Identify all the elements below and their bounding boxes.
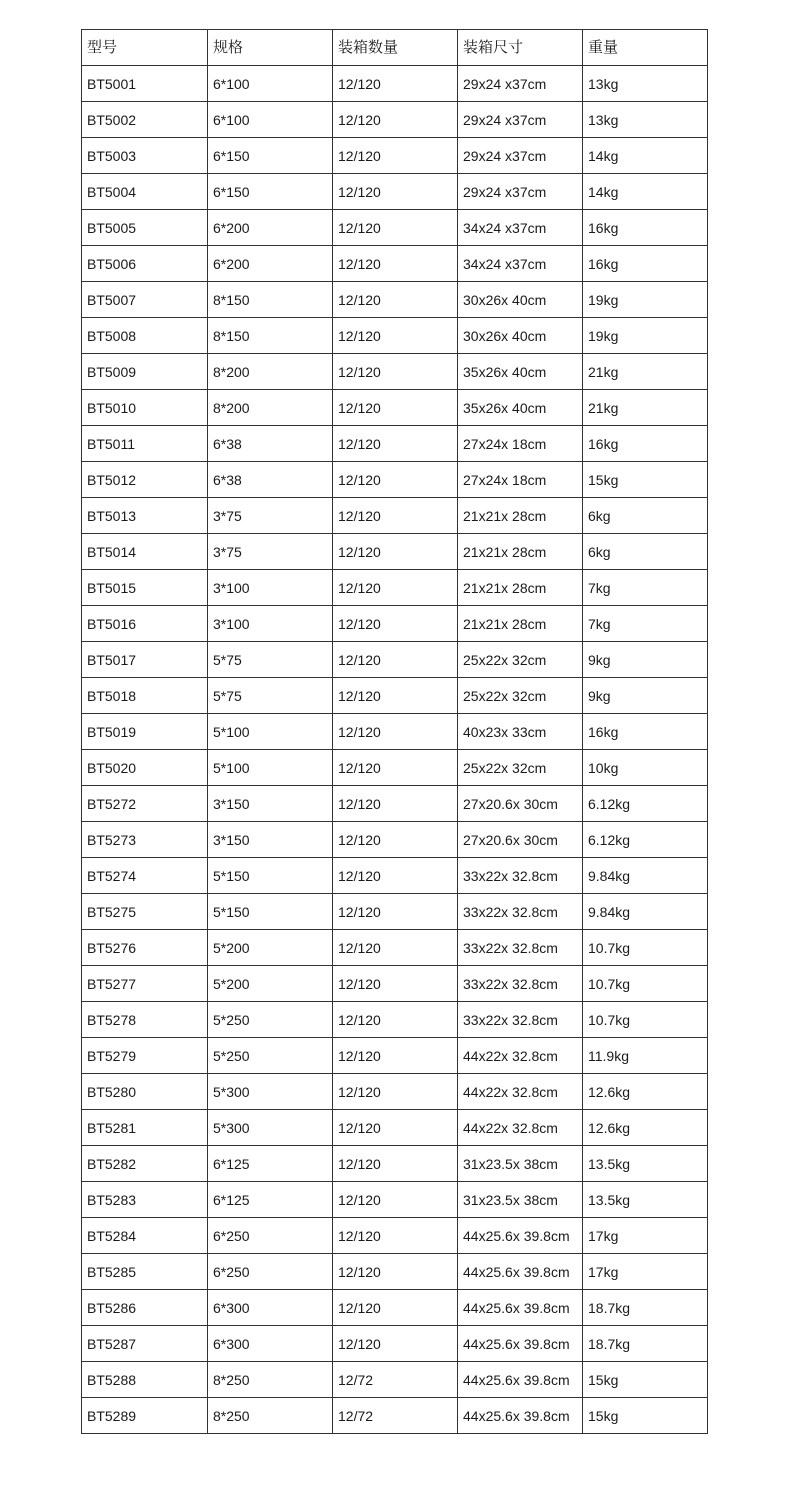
table-row <box>82 246 708 282</box>
model-cell: BT5001 <box>82 66 208 102</box>
spec-cell: 3*75 <box>208 498 333 534</box>
carton-size-cell: 27x20.6x 30cm <box>458 822 583 858</box>
table-row <box>82 1326 708 1362</box>
packing-quantity-cell: 12/120 <box>333 786 458 822</box>
table-row <box>82 1002 708 1038</box>
spec-cell: 6*250 <box>208 1254 333 1290</box>
weight-cell: 11.9kg <box>583 1038 708 1074</box>
packing-quantity-cell: 12/120 <box>333 318 458 354</box>
model-cell: BT5020 <box>82 750 208 786</box>
packing-quantity-cell: 12/120 <box>333 426 458 462</box>
spec-cell: 5*300 <box>208 1110 333 1146</box>
weight-cell: 6kg <box>583 534 708 570</box>
packing-quantity-cell: 12/120 <box>333 1326 458 1362</box>
carton-size-cell: 44x25.6x 39.8cm <box>458 1362 583 1398</box>
packing-quantity-cell: 12/120 <box>333 1182 458 1218</box>
carton-size-cell: 21x21x 28cm <box>458 498 583 534</box>
carton-size-cell: 21x21x 28cm <box>458 570 583 606</box>
carton-size-cell: 29x24 x37cm <box>458 102 583 138</box>
weight-cell: 12.6kg <box>583 1074 708 1110</box>
table-row <box>82 642 708 678</box>
table-row <box>82 786 708 822</box>
model-cell: BT5286 <box>82 1290 208 1326</box>
spec-cell: 6*38 <box>208 426 333 462</box>
table-row <box>82 318 708 354</box>
table-row <box>82 174 708 210</box>
table-row <box>82 66 708 102</box>
model-cell: BT5011 <box>82 426 208 462</box>
spec-cell: 5*250 <box>208 1002 333 1038</box>
carton-size-cell: 25x22x 32cm <box>458 750 583 786</box>
model-cell: BT5014 <box>82 534 208 570</box>
packing-quantity-cell: 12/120 <box>333 1254 458 1290</box>
carton-size-cell: 30x26x 40cm <box>458 282 583 318</box>
header-cell-weight: 重量 <box>583 30 708 66</box>
spec-cell: 5*75 <box>208 642 333 678</box>
table-row <box>82 210 708 246</box>
model-cell: BT5274 <box>82 858 208 894</box>
packing-quantity-cell: 12/120 <box>333 1110 458 1146</box>
table-row <box>82 930 708 966</box>
spec-cell: 6*150 <box>208 174 333 210</box>
model-cell: BT5279 <box>82 1038 208 1074</box>
weight-cell: 9kg <box>583 678 708 714</box>
spec-cell: 3*100 <box>208 606 333 642</box>
packing-quantity-cell: 12/120 <box>333 678 458 714</box>
weight-cell: 15kg <box>583 462 708 498</box>
model-cell: BT5278 <box>82 1002 208 1038</box>
weight-cell: 12.6kg <box>583 1110 708 1146</box>
packing-quantity-cell: 12/120 <box>333 894 458 930</box>
weight-cell: 9kg <box>583 642 708 678</box>
spec-cell: 6*250 <box>208 1218 333 1254</box>
model-cell: BT5007 <box>82 282 208 318</box>
packing-quantity-cell: 12/120 <box>333 354 458 390</box>
weight-cell: 16kg <box>583 426 708 462</box>
spec-cell: 6*125 <box>208 1146 333 1182</box>
weight-cell: 17kg <box>583 1254 708 1290</box>
model-cell: BT5004 <box>82 174 208 210</box>
table-row <box>82 1074 708 1110</box>
table-row <box>82 1290 708 1326</box>
header-row <box>82 30 708 66</box>
table-row <box>82 714 708 750</box>
carton-size-cell: 44x22x 32.8cm <box>458 1074 583 1110</box>
carton-size-cell: 40x23x 33cm <box>458 714 583 750</box>
header-cell-spec: 规格 <box>208 30 333 66</box>
carton-size-cell: 25x22x 32cm <box>458 642 583 678</box>
table-row <box>82 894 708 930</box>
spec-cell: 8*250 <box>208 1362 333 1398</box>
spec-cell: 5*100 <box>208 750 333 786</box>
spec-cell: 5*200 <box>208 930 333 966</box>
table-row <box>82 1254 708 1290</box>
carton-size-cell: 44x25.6x 39.8cm <box>458 1254 583 1290</box>
packing-quantity-cell: 12/120 <box>333 534 458 570</box>
spec-cell: 5*150 <box>208 894 333 930</box>
table-row <box>82 678 708 714</box>
carton-size-cell: 21x21x 28cm <box>458 534 583 570</box>
carton-size-cell: 33x22x 32.8cm <box>458 1002 583 1038</box>
product-spec-table <box>81 29 708 1434</box>
table-row <box>82 822 708 858</box>
spec-cell: 5*150 <box>208 858 333 894</box>
carton-size-cell: 44x22x 32.8cm <box>458 1038 583 1074</box>
packing-quantity-cell: 12/120 <box>333 390 458 426</box>
weight-cell: 21kg <box>583 390 708 426</box>
model-cell: BT5275 <box>82 894 208 930</box>
table-row <box>82 1218 708 1254</box>
carton-size-cell: 35x26x 40cm <box>458 354 583 390</box>
model-cell: BT5277 <box>82 966 208 1002</box>
model-cell: BT5019 <box>82 714 208 750</box>
carton-size-cell: 35x26x 40cm <box>458 390 583 426</box>
spec-cell: 3*100 <box>208 570 333 606</box>
table-row <box>82 1182 708 1218</box>
packing-quantity-cell: 12/120 <box>333 1038 458 1074</box>
weight-cell: 16kg <box>583 210 708 246</box>
carton-size-cell: 33x22x 32.8cm <box>458 894 583 930</box>
packing-quantity-cell: 12/120 <box>333 1290 458 1326</box>
spec-cell: 5*250 <box>208 1038 333 1074</box>
table-row <box>82 390 708 426</box>
model-cell: BT5006 <box>82 246 208 282</box>
table-row <box>82 282 708 318</box>
weight-cell: 7kg <box>583 606 708 642</box>
table-row <box>82 1038 708 1074</box>
model-cell: BT5003 <box>82 138 208 174</box>
header-cell-model: 型号 <box>82 30 208 66</box>
packing-quantity-cell: 12/120 <box>333 66 458 102</box>
packing-quantity-cell: 12/120 <box>333 138 458 174</box>
spec-cell: 6*38 <box>208 462 333 498</box>
table-row <box>82 498 708 534</box>
table-row <box>82 426 708 462</box>
weight-cell: 6.12kg <box>583 822 708 858</box>
table-body <box>82 30 708 1434</box>
weight-cell: 17kg <box>583 1218 708 1254</box>
carton-size-cell: 29x24 x37cm <box>458 66 583 102</box>
table-row <box>82 138 708 174</box>
packing-quantity-cell: 12/72 <box>333 1362 458 1398</box>
table-row <box>82 858 708 894</box>
spec-cell: 8*200 <box>208 390 333 426</box>
model-cell: BT5285 <box>82 1254 208 1290</box>
carton-size-cell: 21x21x 28cm <box>458 606 583 642</box>
carton-size-cell: 44x25.6x 39.8cm <box>458 1290 583 1326</box>
spec-cell: 6*200 <box>208 210 333 246</box>
weight-cell: 13kg <box>583 66 708 102</box>
model-cell: BT5018 <box>82 678 208 714</box>
table-row <box>82 354 708 390</box>
model-cell: BT5010 <box>82 390 208 426</box>
packing-quantity-cell: 12/120 <box>333 750 458 786</box>
packing-quantity-cell: 12/120 <box>333 1218 458 1254</box>
weight-cell: 13.5kg <box>583 1182 708 1218</box>
table-row <box>82 1110 708 1146</box>
table-row <box>82 1146 708 1182</box>
carton-size-cell: 34x24 x37cm <box>458 210 583 246</box>
weight-cell: 18.7kg <box>583 1326 708 1362</box>
packing-quantity-cell: 12/120 <box>333 174 458 210</box>
model-cell: BT5013 <box>82 498 208 534</box>
table-row <box>82 570 708 606</box>
table-row <box>82 1398 708 1434</box>
weight-cell: 15kg <box>583 1362 708 1398</box>
packing-quantity-cell: 12/120 <box>333 210 458 246</box>
packing-quantity-cell: 12/120 <box>333 102 458 138</box>
header-cell-packing-quantity: 装箱数量 <box>333 30 458 66</box>
weight-cell: 7kg <box>583 570 708 606</box>
model-cell: BT5016 <box>82 606 208 642</box>
weight-cell: 13.5kg <box>583 1146 708 1182</box>
model-cell: BT5283 <box>82 1182 208 1218</box>
table-row <box>82 462 708 498</box>
weight-cell: 16kg <box>583 714 708 750</box>
carton-size-cell: 33x22x 32.8cm <box>458 930 583 966</box>
model-cell: BT5273 <box>82 822 208 858</box>
packing-quantity-cell: 12/120 <box>333 462 458 498</box>
weight-cell: 10.7kg <box>583 1002 708 1038</box>
carton-size-cell: 31x23.5x 38cm <box>458 1146 583 1182</box>
carton-size-cell: 44x25.6x 39.8cm <box>458 1218 583 1254</box>
spec-cell: 3*75 <box>208 534 333 570</box>
model-cell: BT5009 <box>82 354 208 390</box>
model-cell: BT5281 <box>82 1110 208 1146</box>
carton-size-cell: 34x24 x37cm <box>458 246 583 282</box>
weight-cell: 10.7kg <box>583 930 708 966</box>
model-cell: BT5282 <box>82 1146 208 1182</box>
table-row <box>82 1362 708 1398</box>
spec-cell: 8*150 <box>208 318 333 354</box>
model-cell: BT5272 <box>82 786 208 822</box>
weight-cell: 14kg <box>583 138 708 174</box>
carton-size-cell: 29x24 x37cm <box>458 174 583 210</box>
packing-quantity-cell: 12/72 <box>333 1398 458 1434</box>
packing-quantity-cell: 12/120 <box>333 570 458 606</box>
weight-cell: 10kg <box>583 750 708 786</box>
table-row <box>82 102 708 138</box>
spec-cell: 5*75 <box>208 678 333 714</box>
weight-cell: 9.84kg <box>583 858 708 894</box>
weight-cell: 10.7kg <box>583 966 708 1002</box>
packing-quantity-cell: 12/120 <box>333 642 458 678</box>
weight-cell: 13kg <box>583 102 708 138</box>
packing-quantity-cell: 12/120 <box>333 930 458 966</box>
spec-cell: 6*150 <box>208 138 333 174</box>
weight-cell: 9.84kg <box>583 894 708 930</box>
packing-quantity-cell: 12/120 <box>333 714 458 750</box>
model-cell: BT5012 <box>82 462 208 498</box>
spec-cell: 3*150 <box>208 822 333 858</box>
packing-quantity-cell: 12/120 <box>333 246 458 282</box>
spec-cell: 5*200 <box>208 966 333 1002</box>
spec-cell: 3*150 <box>208 786 333 822</box>
spec-cell: 8*150 <box>208 282 333 318</box>
carton-size-cell: 44x25.6x 39.8cm <box>458 1326 583 1362</box>
weight-cell: 15kg <box>583 1398 708 1434</box>
spec-cell: 5*300 <box>208 1074 333 1110</box>
model-cell: BT5284 <box>82 1218 208 1254</box>
carton-size-cell: 44x22x 32.8cm <box>458 1110 583 1146</box>
weight-cell: 21kg <box>583 354 708 390</box>
packing-quantity-cell: 12/120 <box>333 1146 458 1182</box>
packing-quantity-cell: 12/120 <box>333 606 458 642</box>
spec-cell: 6*125 <box>208 1182 333 1218</box>
packing-quantity-cell: 12/120 <box>333 1002 458 1038</box>
carton-size-cell: 29x24 x37cm <box>458 138 583 174</box>
weight-cell: 19kg <box>583 282 708 318</box>
model-cell: BT5017 <box>82 642 208 678</box>
model-cell: BT5280 <box>82 1074 208 1110</box>
carton-size-cell: 27x24x 18cm <box>458 462 583 498</box>
spec-cell: 6*100 <box>208 102 333 138</box>
model-cell: BT5287 <box>82 1326 208 1362</box>
spec-cell: 6*300 <box>208 1290 333 1326</box>
model-cell: BT5002 <box>82 102 208 138</box>
weight-cell: 18.7kg <box>583 1290 708 1326</box>
spec-cell: 6*300 <box>208 1326 333 1362</box>
model-cell: BT5015 <box>82 570 208 606</box>
weight-cell: 6kg <box>583 498 708 534</box>
carton-size-cell: 33x22x 32.8cm <box>458 966 583 1002</box>
packing-quantity-cell: 12/120 <box>333 822 458 858</box>
carton-size-cell: 27x20.6x 30cm <box>458 786 583 822</box>
spec-cell: 6*100 <box>208 66 333 102</box>
carton-size-cell: 25x22x 32cm <box>458 678 583 714</box>
weight-cell: 14kg <box>583 174 708 210</box>
weight-cell: 6.12kg <box>583 786 708 822</box>
weight-cell: 16kg <box>583 246 708 282</box>
model-cell: BT5289 <box>82 1398 208 1434</box>
spec-cell: 8*200 <box>208 354 333 390</box>
model-cell: BT5276 <box>82 930 208 966</box>
carton-size-cell: 44x25.6x 39.8cm <box>458 1398 583 1434</box>
table-row <box>82 750 708 786</box>
packing-quantity-cell: 12/120 <box>333 282 458 318</box>
spec-cell: 5*100 <box>208 714 333 750</box>
model-cell: BT5008 <box>82 318 208 354</box>
carton-size-cell: 30x26x 40cm <box>458 318 583 354</box>
table-row <box>82 966 708 1002</box>
model-cell: BT5005 <box>82 210 208 246</box>
carton-size-cell: 27x24x 18cm <box>458 426 583 462</box>
model-cell: BT5288 <box>82 1362 208 1398</box>
packing-quantity-cell: 12/120 <box>333 1074 458 1110</box>
packing-quantity-cell: 12/120 <box>333 858 458 894</box>
weight-cell: 19kg <box>583 318 708 354</box>
packing-quantity-cell: 12/120 <box>333 498 458 534</box>
header-cell-carton-size: 装箱尺寸 <box>458 30 583 66</box>
spec-cell: 8*250 <box>208 1398 333 1434</box>
packing-quantity-cell: 12/120 <box>333 966 458 1002</box>
table-row <box>82 534 708 570</box>
table-row <box>82 606 708 642</box>
spec-cell: 6*200 <box>208 246 333 282</box>
carton-size-cell: 33x22x 32.8cm <box>458 858 583 894</box>
carton-size-cell: 31x23.5x 38cm <box>458 1182 583 1218</box>
